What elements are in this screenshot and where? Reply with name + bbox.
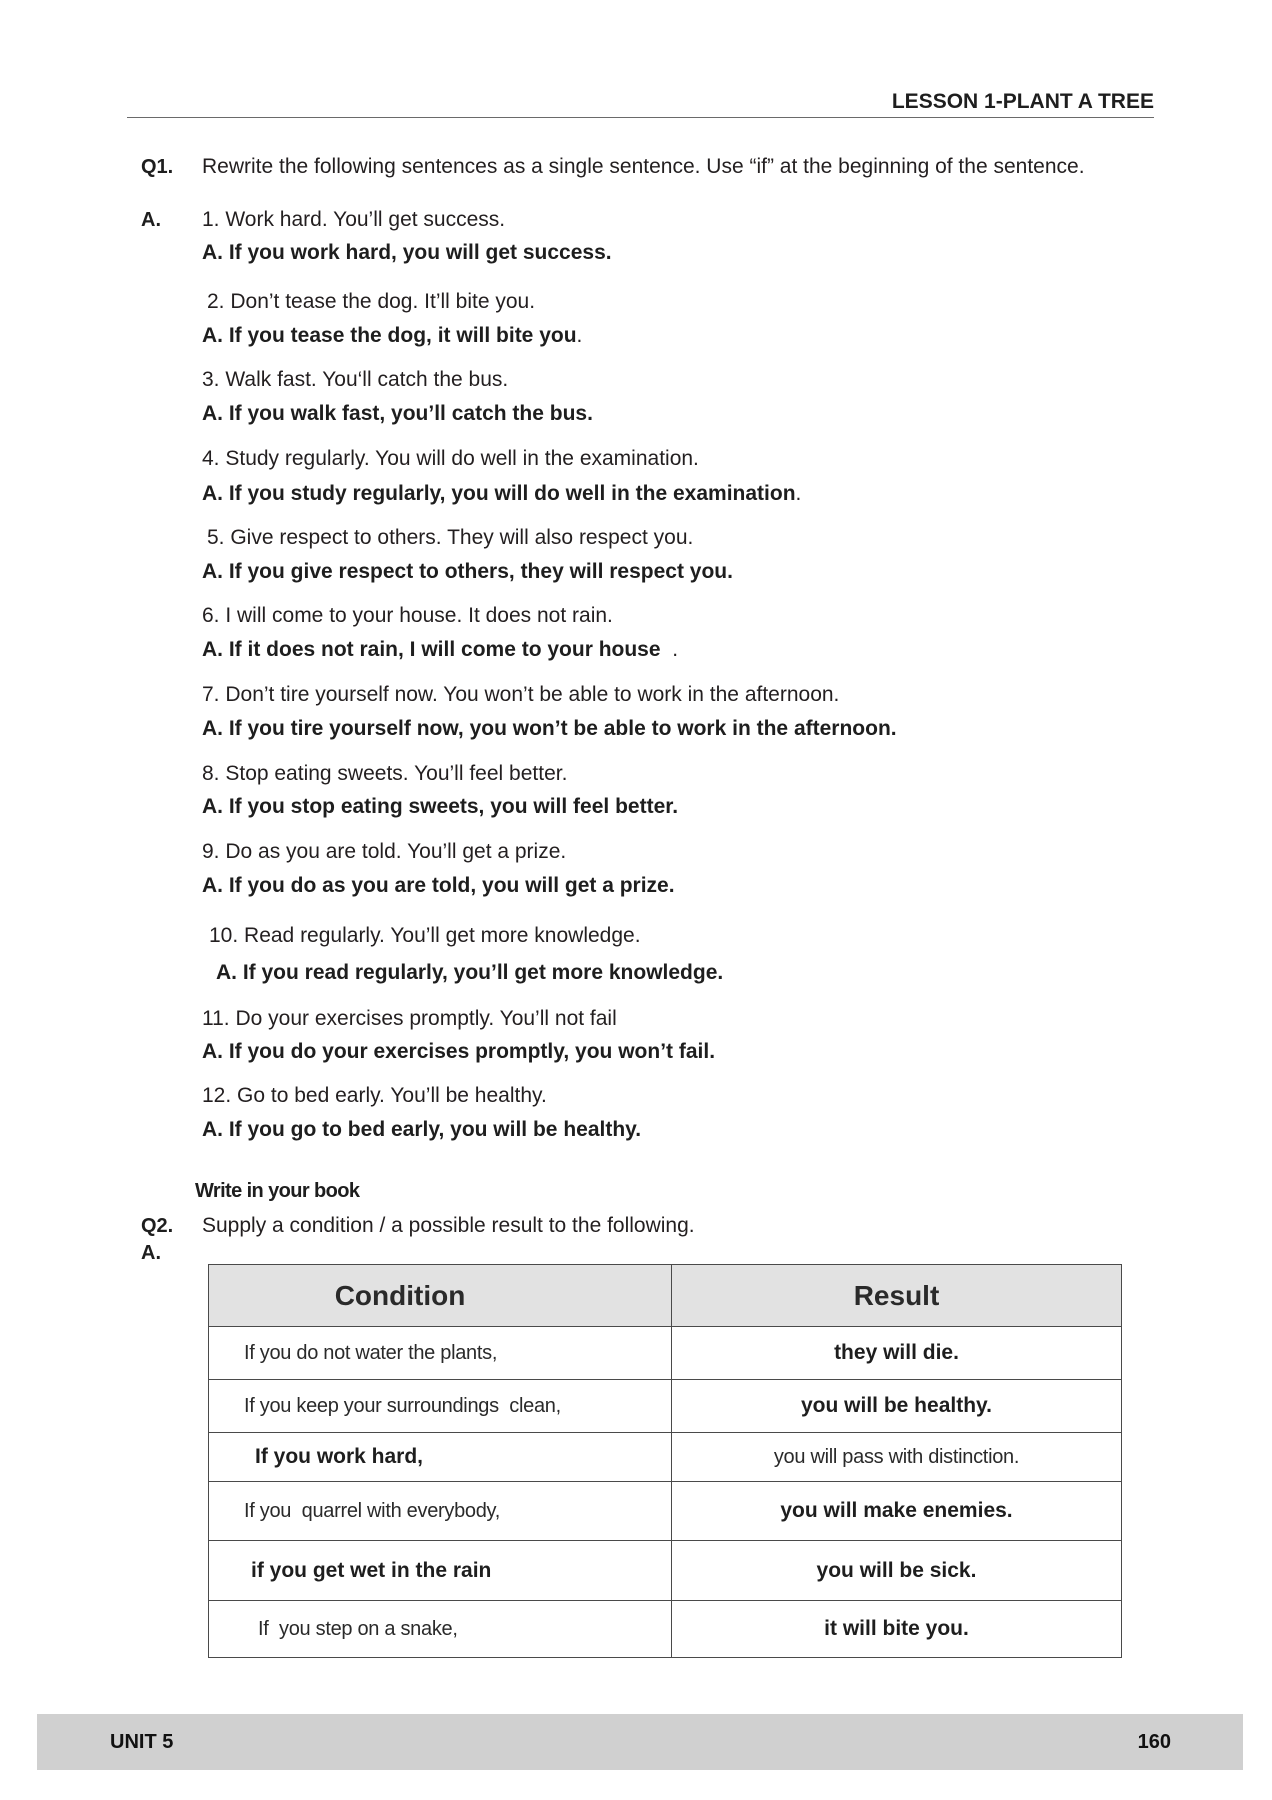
q2-answer-label: A. (141, 1242, 161, 1264)
item-2-answer-text: A. If you tease the dog, it will bite you (202, 324, 577, 347)
condition-cell: if you get wet in the rain (209, 1541, 672, 1601)
item-11-answer: A. If you do your exercises promptly, you won’t fail. (202, 1040, 716, 1063)
item-10-prompt: 10. Read regularly. You’ll get more knowledge. (209, 924, 641, 947)
item-4-answer-tail: . (795, 482, 802, 505)
q2-label: Q2. (141, 1215, 174, 1237)
result-cell: you will pass with distinction. (672, 1433, 1122, 1482)
condition-cell: If you quarrel with everybody, (209, 1482, 672, 1541)
item-7-answer: A. If you tire yourself now, you won’t be able to work in the afternoon. (202, 717, 897, 740)
result-cell: they will die. (672, 1327, 1122, 1380)
item-2-answer (202, 323, 582, 349)
result-cell: you will be sick. (672, 1541, 1122, 1601)
table-row (209, 1380, 1122, 1433)
header-divider (127, 117, 1154, 118)
item-6-prompt: 6. I will come to your house. It does not rain. (202, 604, 613, 627)
table-row (209, 1601, 1122, 1658)
table-row (209, 1327, 1122, 1380)
item-8-prompt: 8. Stop eating sweets. You’ll feel better. (202, 762, 568, 785)
item-11-prompt: 11. Do your exercises promptly. You’ll not fail (202, 1007, 617, 1030)
q1-question: Rewrite the following sentences as a single sentence. Use “if” at the beginning of the sentence. (202, 155, 1085, 178)
item-5-prompt: 5. Give respect to others. They will also respect you. (207, 526, 694, 549)
condition-cell: If you step on a snake, (209, 1601, 672, 1658)
item-3-prompt: 3. Walk fast. You‘ll catch the bus. (202, 368, 509, 391)
item-1-answer: A. If you work hard, you will get success. (202, 241, 612, 264)
page-footer (37, 1714, 1243, 1770)
item-1-prompt: 1. Work hard. You’ll get success. (202, 208, 506, 231)
footer-unit: UNIT 5 (110, 1731, 174, 1753)
condition-cell: If you work hard, (209, 1433, 672, 1482)
item-12-prompt: 12. Go to bed early. You’ll be healthy. (202, 1084, 547, 1107)
result-cell: it will bite you. (672, 1601, 1122, 1658)
q1-answer-label: A. (141, 209, 161, 231)
condition-header: Condition (209, 1265, 672, 1327)
condition-cell: If you keep your surroundings clean, (209, 1380, 672, 1433)
item-6-answer (202, 637, 678, 663)
condition-cell: If you do not water the plants, (209, 1327, 672, 1380)
item-9-answer: A. If you do as you are told, you will get a prize. (202, 874, 675, 897)
item-4-answer-text: A. If you study regularly, you will do well in the examination (202, 482, 796, 505)
table-row (209, 1482, 1122, 1541)
item-6-answer-tail: . (660, 638, 679, 661)
item-7-prompt: 7. Don’t tire yourself now. You won’t be able to work in the afternoon. (202, 683, 840, 706)
item-12-answer: A. If you go to bed early, you will be healthy. (202, 1118, 642, 1141)
item-6-answer-text: A. If it does not rain, I will come to your house (202, 638, 661, 661)
condition-result-table (208, 1264, 1122, 1658)
lesson-title: LESSON 1-PLANT A TREE (891, 90, 1154, 113)
item-3-answer: A. If you walk fast, you’ll catch the bus. (202, 402, 593, 425)
q1-label: Q1. (141, 156, 174, 178)
table-row (209, 1433, 1122, 1482)
item-9-prompt: 9. Do as you are told. You’ll get a prize. (202, 840, 567, 863)
page-number: 160 (1137, 1731, 1171, 1753)
item-8-answer: A. If you stop eating sweets, you will feel better. (202, 795, 679, 818)
table-row (209, 1541, 1122, 1601)
write-in-book-note: Write in your book (195, 1180, 360, 1202)
result-cell: you will be healthy. (672, 1380, 1122, 1433)
table-header-row (209, 1265, 1122, 1327)
item-10-answer: A. If you read regularly, you’ll get more knowledge. (216, 961, 724, 984)
item-2-answer-tail: . (576, 324, 583, 347)
q2-question: Supply a condition / a possible result to the following. (202, 1214, 695, 1237)
item-2-prompt: 2. Don’t tease the dog. It’ll bite you. (207, 290, 536, 313)
result-header: Result (672, 1265, 1122, 1327)
result-cell: you will make enemies. (672, 1482, 1122, 1541)
item-5-answer: A. If you give respect to others, they will respect you. (202, 560, 733, 583)
item-4-answer (202, 481, 801, 507)
item-4-prompt: 4. Study regularly. You will do well in the examination. (202, 447, 699, 470)
